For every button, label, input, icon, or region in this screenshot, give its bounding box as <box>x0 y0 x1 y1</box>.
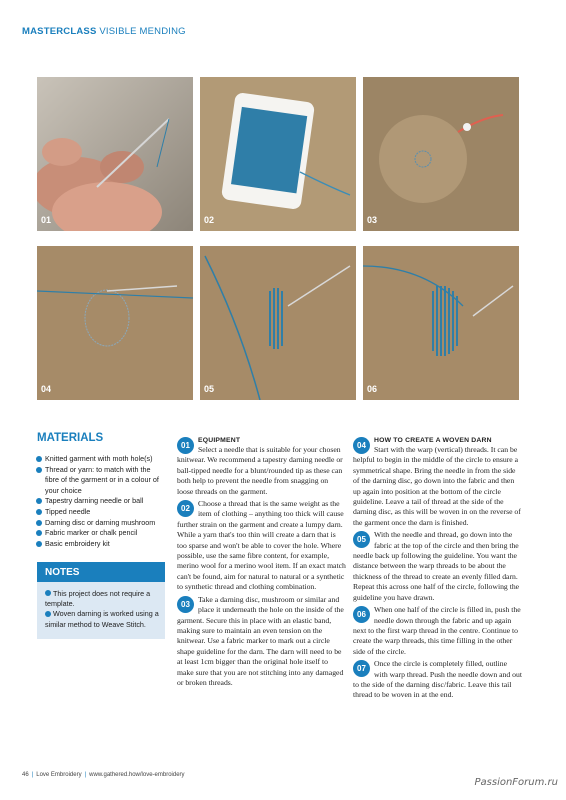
step-01 <box>177 436 346 497</box>
notes-box <box>37 562 165 639</box>
step-photo-02 <box>200 77 356 231</box>
page-header <box>22 26 186 37</box>
step-text: Choose a thread that is the same weight as the item of clothing – anything too thick will cause further strain on the garment and create a lumpy darn. While a yarn that's too thin will create a darn that is too sparse and won't be able to cover the hole. Where possible, use the same fibre content, for example, merino wool for a merino wool item. If an exact match can't be found, aim for natural to natural or a synthetic to synthetic thread and clothing combination. <box>177 499 346 592</box>
footer-divider: | <box>31 772 34 778</box>
step-number-badge: 05 <box>353 531 370 548</box>
materials-list <box>37 454 165 549</box>
notes-item-text: Woven darning is worked using a similar method to Weave Stitch. <box>45 609 159 629</box>
materials-item: Darning disc or darning mushroom <box>37 518 165 529</box>
step-text: Take a darning disc, mushroom or similar and place it underneath the hole on the inside of the garment. Secure this in place with an elastic band, making sure to maintain an even tension on the knitwear. Use a fabric marker to mark out a circle shape guideline for the darn. The darn will need to be at least 1cm bigger than the original hole itself to make sure that you are not stitching into any damaged or broken threads. <box>177 594 344 687</box>
step-text: Select a needle that is suitable for your chosen knitwear. We recommend a tapestry darning needle or ball-tipped needle for a blunt/rounded tip as these can both help to prevent the needle from snagging on loose threads on the garment. <box>177 445 343 496</box>
notes-heading: NOTES <box>37 562 165 582</box>
step-05 <box>353 530 522 603</box>
step-03 <box>177 595 346 689</box>
materials-section <box>37 432 165 549</box>
header-section: MASTERCLASS <box>22 26 97 37</box>
materials-item: Basic embroidery kit <box>37 539 165 550</box>
step-number-badge: 04 <box>353 437 370 454</box>
magazine-name: Love Embroidery <box>36 772 82 778</box>
photo-label: 01 <box>41 215 52 225</box>
materials-item: Fabric marker or chalk pencil <box>37 528 165 539</box>
step-number-badge: 06 <box>353 606 370 623</box>
bullet-icon <box>45 611 51 617</box>
notes-item <box>37 589 165 609</box>
step-text: Once the circle is completely filled, outline with warp thread. Push the needle down and out to the side of the darning disc/fabric. Leave this tail thread to be woven in at the end. <box>353 659 522 700</box>
materials-item: Thread or yarn: to match with the fibre of the garment or in a colour of your choice <box>37 465 165 497</box>
step-photo-03 <box>363 77 519 231</box>
watermark: PassionForum.ru <box>474 777 558 788</box>
header-title: VISIBLE MENDING <box>99 26 186 37</box>
step-photo-05 <box>200 246 356 400</box>
instructions-column-2 <box>353 436 522 701</box>
step-heading: HOW TO CREATE A WOVEN DARN <box>374 437 492 444</box>
materials-item: Tapestry darning needle or ball <box>37 496 165 507</box>
step-photo-01 <box>37 77 193 231</box>
bullet-icon <box>45 590 51 596</box>
page-number: 46 <box>22 772 29 778</box>
step-photo-06 <box>363 246 519 400</box>
step-text: With the needle and thread, go down into the fabric at the top of the circle and then bring the needle back up following the guideline. You want the distance between the warp threads to be about the thickness of the thread to create an evenly filled darn. Repeat this across one half of the circle, following the guideline you have drawn. <box>353 530 520 602</box>
step-photo-grid <box>37 77 519 403</box>
photo-label: 04 <box>41 384 52 394</box>
magazine-url[interactable]: www.gathered.how/love-embroidery <box>89 772 185 778</box>
notes-item <box>37 609 165 629</box>
step-photo-04 <box>37 246 193 400</box>
photo-label: 03 <box>367 215 378 225</box>
photo-label: 06 <box>367 384 378 394</box>
step-02 <box>177 499 346 593</box>
materials-item: Knitted garment with moth hole(s) <box>37 454 165 465</box>
step-heading: EQUIPMENT <box>198 437 241 444</box>
photo-label: 05 <box>204 384 215 394</box>
step-number-badge: 01 <box>177 437 194 454</box>
step-text: Start with the warp (vertical) threads. It can be helpful to begin in the middle of the circle to ensure a symmetrical shape. Bring the needle in from the side of the darning disc, go down into the fabric and then up again into position at the bottom of the circle guideline. Leave a tail of thread at the side of the darning disc, as this will be woven in on the reverse of the garment once the darn is finished. <box>353 445 521 527</box>
step-number-badge: 03 <box>177 596 194 613</box>
footer-divider: | <box>84 772 87 778</box>
step-number-badge: 07 <box>353 660 370 677</box>
instructions-column-1 <box>177 436 346 688</box>
step-06 <box>353 605 522 657</box>
page-footer <box>22 772 185 778</box>
materials-item: Tipped needle <box>37 507 165 518</box>
step-text: When one half of the circle is filled in, push the needle down through the fabric and up again next to the first warp thread in the centre. Continue to create the warp threads, this time filling in the other side of the circle. <box>353 605 521 656</box>
materials-heading: MATERIALS <box>37 432 104 444</box>
step-number-badge: 02 <box>177 500 194 517</box>
step-07 <box>353 659 522 701</box>
step-04 <box>353 436 522 528</box>
notes-item-text: This project does not require a template. <box>45 589 151 609</box>
photo-label: 02 <box>204 215 215 225</box>
